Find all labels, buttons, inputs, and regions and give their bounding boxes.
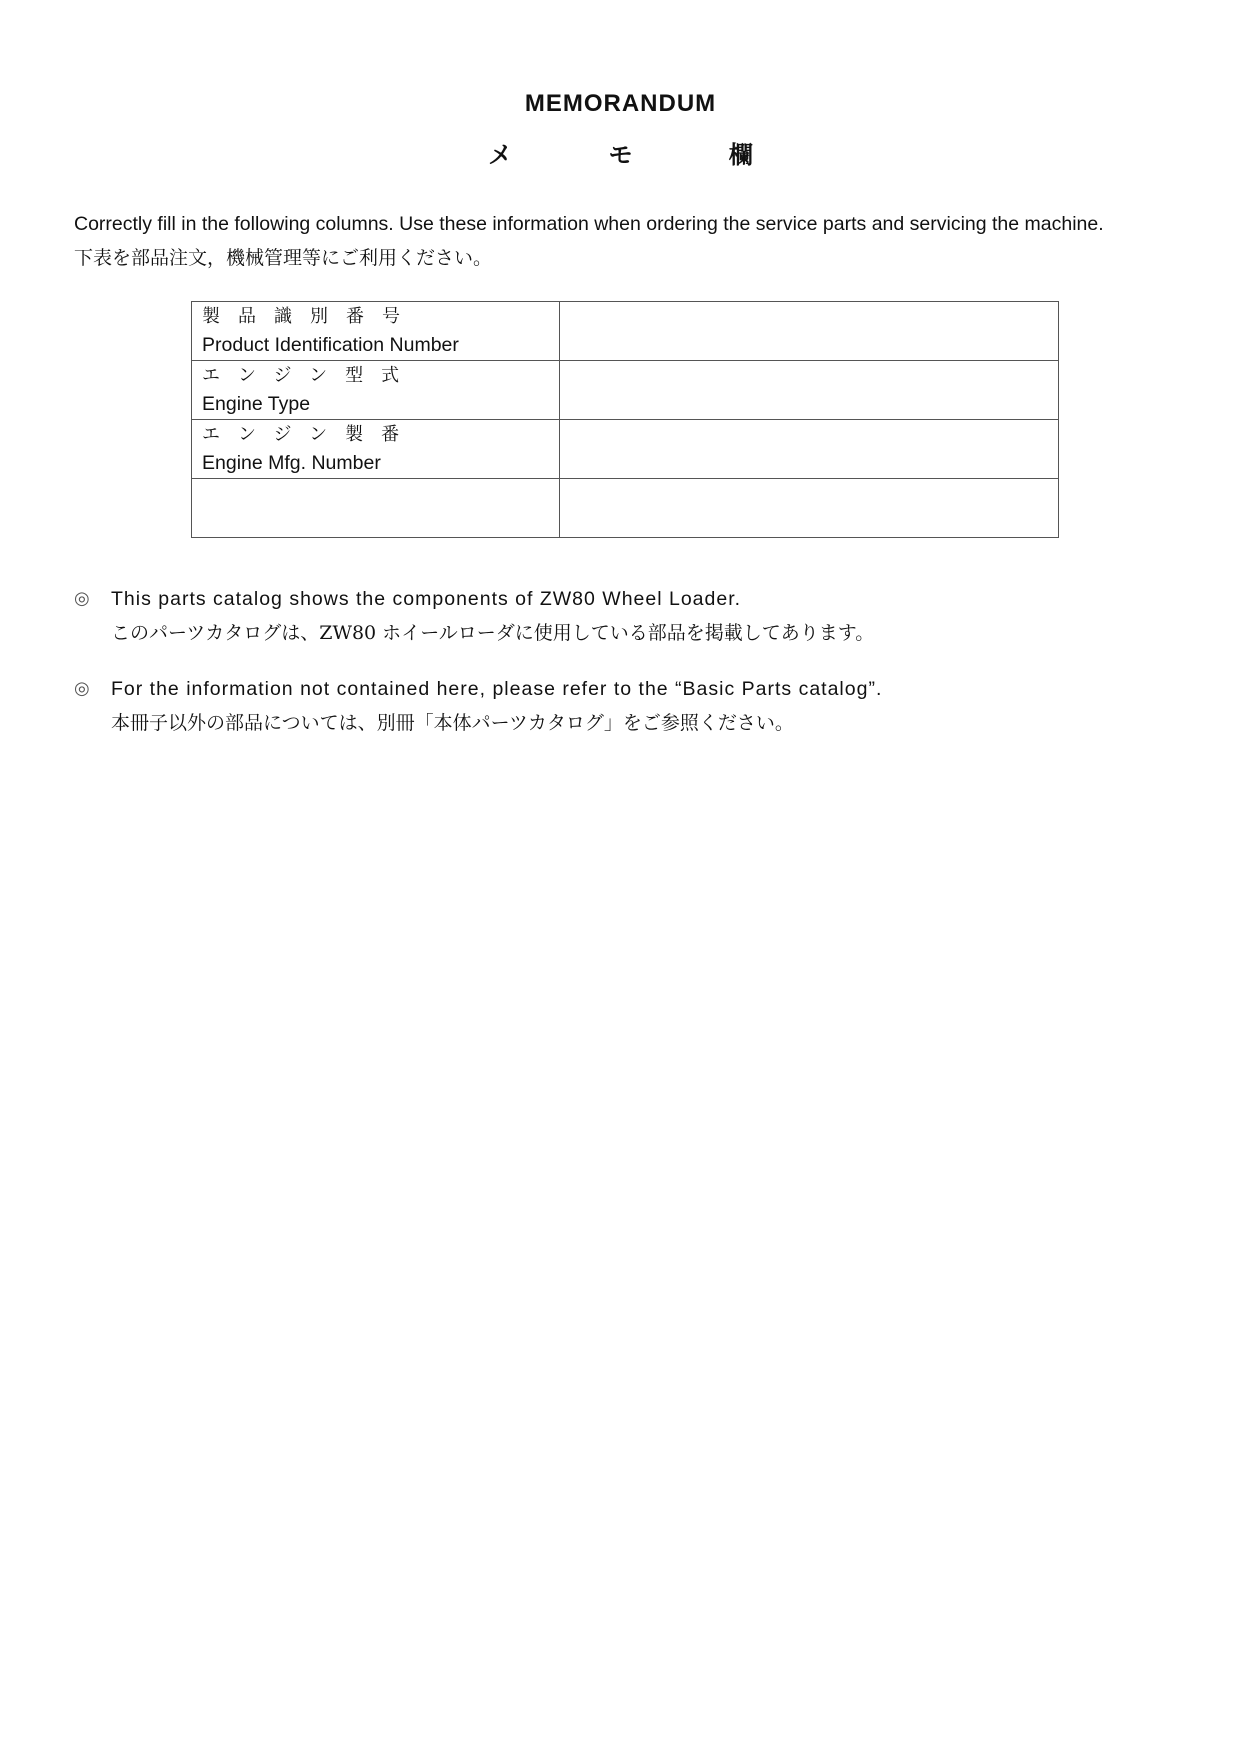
label-en: Engine Mfg. Number: [202, 452, 381, 474]
label-jp: エンジン型式: [202, 365, 418, 386]
label-en: Engine Type: [202, 393, 311, 415]
note-text-en: For the information not contained here, please refer to the “Basic Parts catalog”.: [111, 678, 883, 700]
intro-text-en: Correctly fill in the following columns. Use these information when ordering the service parts and servicing the machine.: [74, 213, 1104, 235]
table-row: [192, 302, 1059, 361]
product-identification-number-field[interactable]: [560, 302, 1059, 361]
table-row: [192, 420, 1059, 479]
double-circle-icon: ◎: [74, 588, 90, 609]
row-label-cell: [192, 361, 560, 420]
table-row: [192, 479, 1059, 538]
note-text-jp: 本冊子以外の部品については、別冊「本体パーツカタログ」をご参照ください。: [111, 712, 794, 734]
engine-type-field[interactable]: [560, 361, 1059, 420]
blank-value-field[interactable]: [560, 479, 1059, 538]
double-circle-icon: ◎: [74, 678, 90, 699]
row-label-cell: [192, 302, 560, 361]
label-en: Product Identification Number: [202, 334, 459, 356]
label-jp: エンジン製番: [202, 424, 418, 445]
note-text-en: This parts catalog shows the components of ZW80 Wheel Loader.: [111, 588, 742, 610]
blank-label-cell[interactable]: [192, 479, 560, 538]
page-title-jp: メ モ 欄: [488, 141, 797, 169]
engine-mfg-number-field[interactable]: [560, 420, 1059, 479]
intro-text-jp: 下表を部品注文，機械管理等にご利用ください。: [74, 247, 493, 269]
row-label-cell: [192, 420, 560, 479]
note-text-jp: このパーツカタログは、ZW80 ホイールローダに使用している部品を掲載してあります。: [111, 622, 875, 644]
memo-table: [191, 301, 1059, 538]
label-jp: 製品識別番号: [202, 306, 418, 327]
page-title: MEMORANDUM: [524, 90, 717, 117]
table-row: [192, 361, 1059, 420]
